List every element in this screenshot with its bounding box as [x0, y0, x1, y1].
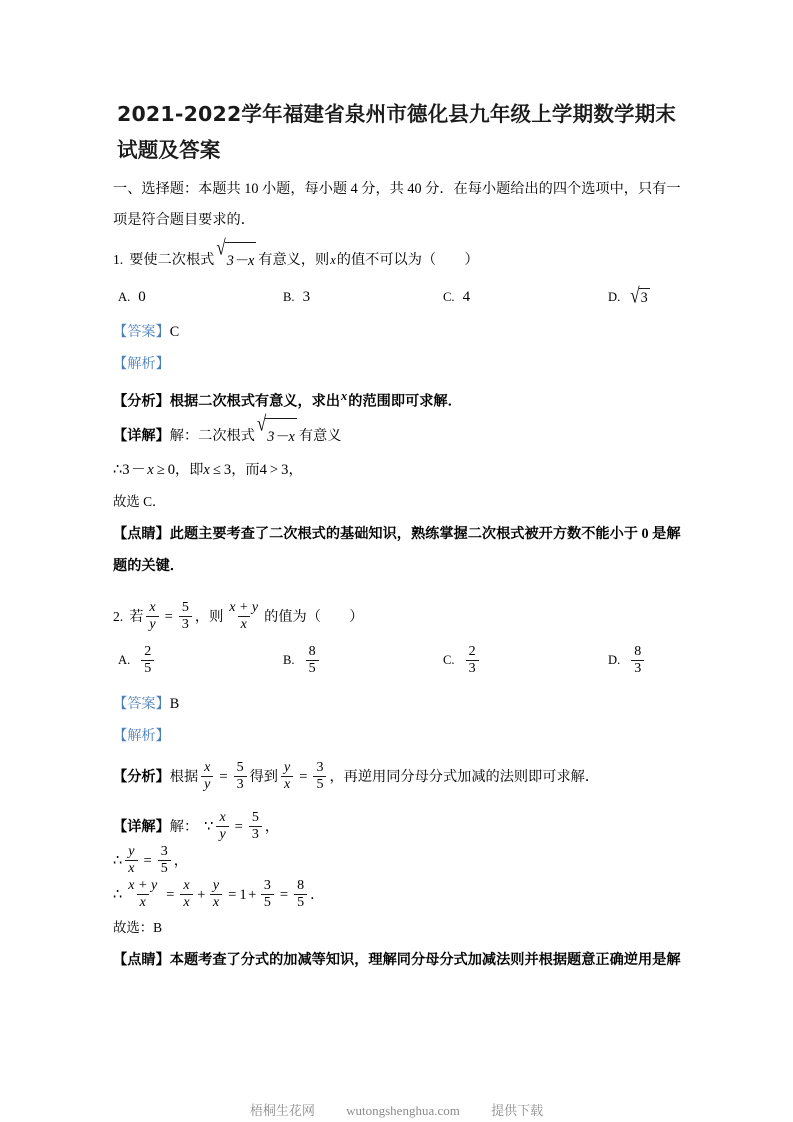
- answer-tag: 【答案】: [113, 695, 170, 712]
- fraction-denominator: x: [137, 894, 149, 911]
- step1-comma-3: ，: [288, 461, 303, 478]
- equals-sign: =: [164, 608, 173, 625]
- fraction-5-over-3: [249, 811, 262, 843]
- step1-gt: >: [269, 461, 279, 478]
- option-c-label: C.: [443, 289, 455, 304]
- footer-site-name: 梧桐生花网: [249, 1103, 315, 1118]
- fraction-denominator: y: [201, 776, 213, 793]
- question-1-answer: [113, 316, 683, 348]
- option-c[interactable]: [443, 280, 470, 314]
- fraction-y-over-x: [281, 761, 293, 793]
- fraction-numerator: 8: [297, 877, 305, 893]
- fraction-denominator: 3: [234, 776, 247, 793]
- fraction-denominator: 5: [313, 776, 326, 793]
- radical-sign: √: [630, 283, 640, 307]
- question-1-stem-tail: 的值不可以为（ ）: [336, 252, 479, 268]
- question-2-stem-lead: 若: [129, 608, 144, 625]
- fraction-x-over-y: [216, 811, 228, 843]
- fraction-denominator: 5: [141, 660, 154, 677]
- therefore-symbol: ∴: [113, 886, 123, 903]
- option-d-value: [631, 645, 644, 677]
- step1-comma-2: ，: [231, 461, 246, 478]
- fraction-numerator: 2: [468, 643, 476, 659]
- fraction-denominator: x: [281, 776, 293, 793]
- step1-zero: 0: [167, 461, 175, 478]
- equals-sign: =: [166, 886, 175, 903]
- jiexi-tag: 【解析】: [113, 727, 170, 744]
- question-2-answer: [113, 688, 683, 720]
- fraction-denominator: 3: [466, 660, 479, 677]
- footer-url[interactable]: wutongshenghua.com: [346, 1103, 460, 1118]
- fraction-8-over-5: [294, 879, 307, 911]
- option-b[interactable]: [283, 280, 310, 314]
- page-footer: [0, 1100, 793, 1119]
- equals-sign: =: [228, 886, 237, 903]
- question-1-xiangjie: [113, 411, 683, 454]
- xiangjie-after: 有意义: [298, 427, 342, 444]
- fraction-numerator: 3: [160, 843, 168, 859]
- option-d[interactable]: [608, 636, 647, 686]
- step-period: ．: [310, 886, 325, 903]
- question-2-dianjing: [113, 944, 683, 976]
- number-one: 1: [239, 886, 247, 903]
- question-1-options: [113, 280, 683, 314]
- question-2-number: 2.: [113, 608, 124, 624]
- question-1-stem: [113, 235, 683, 278]
- question-2-comma: ，: [194, 608, 210, 625]
- step1-comma-1: ，: [175, 461, 190, 478]
- answer-value: C: [169, 324, 180, 340]
- option-a[interactable]: [118, 280, 146, 314]
- fraction-y-over-x: [125, 845, 137, 877]
- xiangjie-lead: 解：二次根式: [169, 427, 255, 444]
- option-b-value: [306, 645, 319, 677]
- step1-var-x: x: [147, 461, 154, 478]
- option-d-label: D.: [608, 289, 621, 304]
- fraction-denominator: y: [216, 826, 228, 843]
- fraction-numerator: 5: [181, 599, 189, 615]
- section-intro: 一、选择题：本题共 10 小题，每小题 4 分，共 40 分．在每小题给出的四个选项中，只有一项是符合题目要求的．: [113, 181, 681, 228]
- option-a-value: [141, 645, 154, 677]
- fraction-xplusy-over-x: [226, 601, 261, 633]
- step-comma: ，: [173, 852, 188, 869]
- xiangjie-tag: 【详解】: [113, 818, 170, 835]
- option-d[interactable]: [608, 280, 652, 314]
- fenxi-tail: ，再逆用同分母分式加减的法则即可求解．: [329, 768, 600, 785]
- sqrt-expression: [216, 235, 256, 278]
- radicand-text: 3－x: [226, 253, 255, 269]
- question-2-xiangjie: [113, 810, 683, 844]
- option-a-value: 0: [138, 288, 146, 305]
- fraction-3-over-5: [313, 761, 326, 793]
- fraction-numerator: 3: [316, 759, 324, 775]
- equals-sign: =: [279, 886, 289, 903]
- therefore-symbol: ∴: [113, 852, 123, 869]
- fraction-y-over-x: [210, 879, 222, 911]
- step1-var-x2: x: [203, 461, 210, 478]
- fraction-denominator: 3: [631, 660, 644, 677]
- fraction-denominator: x: [210, 894, 222, 911]
- xiangjie-lead: 解：: [169, 818, 199, 835]
- step1-er: 而: [245, 461, 260, 478]
- fraction-denominator: 3: [249, 826, 262, 843]
- radical-sign: √: [216, 235, 226, 260]
- question-1-jiexi: [113, 348, 683, 380]
- fraction-xplusy-over-x: [125, 879, 160, 911]
- fraction-numerator: 5: [236, 759, 244, 775]
- plus-sign: +: [197, 886, 206, 903]
- because-symbol: ∵: [204, 818, 214, 835]
- fraction-numerator: 5: [251, 809, 259, 825]
- dianjing-tag: 【点睛】: [113, 525, 170, 542]
- question-1-step-1: [113, 454, 683, 486]
- question-2-stem-tail: 的值为（ ）: [264, 608, 364, 625]
- equals-sign: =: [234, 818, 243, 835]
- fraction-denominator: x: [125, 860, 137, 877]
- fraction-numerator: y: [212, 877, 220, 893]
- question-1-fenxi: [113, 380, 683, 418]
- option-b-label: B.: [283, 653, 295, 668]
- question-2-ze: 则: [209, 608, 224, 625]
- equals-sign: =: [143, 852, 152, 869]
- question-1-stem-after: 有意义，则: [258, 252, 330, 268]
- fraction-numerator: x: [204, 759, 211, 775]
- dianjing-text: 此题主要考查了二次根式的基础知识，熟练掌握二次根式被开方数不能小于 0 是解题的关键．: [113, 525, 681, 574]
- option-c-value: 4: [462, 288, 471, 305]
- option-c-label: C.: [443, 653, 455, 668]
- dianjing-tag: 【点睛】: [113, 951, 170, 968]
- fraction-denominator: 5: [294, 894, 307, 911]
- option-b[interactable]: [283, 636, 322, 686]
- fenxi-lead: 根据: [169, 768, 199, 785]
- equals-sign: =: [219, 768, 228, 785]
- fraction-numerator: x: [183, 877, 190, 893]
- fenxi-mid: 得到: [249, 768, 278, 785]
- fenxi-variable: x: [341, 389, 348, 403]
- question-2-step-1: [113, 844, 683, 878]
- question-2-fenxi: [113, 760, 683, 794]
- option-d-value: √ 3: [630, 283, 648, 307]
- fraction-denominator: 5: [261, 894, 274, 911]
- fraction-denominator: 5: [158, 860, 171, 877]
- option-a-label: A.: [118, 289, 131, 304]
- xiangjie-comma: ，: [264, 818, 280, 835]
- fenxi-text-b: 的范围即可求解．: [348, 393, 462, 410]
- fraction-5-over-3: [234, 761, 247, 793]
- fenxi-text-a: 根据二次根式有意义，求出: [169, 393, 341, 410]
- fraction-numerator: 8: [308, 643, 316, 659]
- plus-sign: +: [248, 886, 257, 903]
- fraction-numerator: x + y: [229, 599, 259, 615]
- question-2-stem: [113, 600, 683, 634]
- fenxi-tag: 【分析】: [113, 768, 170, 785]
- step1-le: ≤: [212, 461, 221, 478]
- fraction-3-over-5: [261, 879, 274, 911]
- step1-three: 3: [223, 461, 232, 478]
- option-c[interactable]: [443, 636, 482, 686]
- fraction-5-over-3: [179, 601, 192, 633]
- step1-four: 4: [259, 461, 267, 478]
- fraction-numerator: y: [284, 759, 291, 775]
- step1-minus: －: [131, 461, 146, 478]
- fraction-x-over-y: [201, 761, 213, 793]
- question-2-options: [113, 636, 683, 686]
- question-2-jiexi: [113, 720, 683, 752]
- fraction-numerator: 2: [144, 643, 152, 659]
- option-a[interactable]: [118, 636, 157, 686]
- radical-sign: √: [256, 411, 267, 436]
- radicand-text: 3－x: [267, 428, 295, 445]
- xiangjie-tag: 【详解】: [113, 427, 170, 444]
- fraction-x-over-y: [146, 601, 158, 633]
- option-b-value: 3: [302, 288, 311, 305]
- question-1-stem-before: 要使二次根式: [129, 252, 215, 268]
- question-2-conclusion: 故选：B: [113, 919, 163, 935]
- fraction-numerator: x + y: [128, 877, 158, 893]
- document-content: [113, 96, 683, 976]
- therefore-symbol: ∴: [113, 461, 123, 478]
- fraction-denominator: y: [146, 616, 158, 633]
- option-b-label: B.: [283, 289, 295, 304]
- question-1-variable: x: [330, 253, 336, 267]
- page-title: 2021-2022学年福建省泉州市德化县九年级上学期数学期末试题及答案: [117, 102, 677, 162]
- answer-tag: 【答案】: [113, 324, 170, 340]
- fraction-denominator: 5: [306, 660, 319, 677]
- sqrt-expression: [256, 411, 297, 454]
- fraction-numerator: y: [128, 843, 135, 859]
- fraction-denominator: x: [238, 616, 250, 633]
- question-2-step-2: [113, 878, 683, 912]
- fraction-denominator: x: [180, 894, 192, 911]
- fraction-x-over-x: [180, 879, 192, 911]
- option-c-value: [466, 645, 479, 677]
- step1-three-2: 3: [281, 461, 289, 478]
- fraction-numerator: x: [219, 809, 226, 825]
- fraction-numerator: 3: [263, 877, 271, 893]
- question-1-number: 1.: [113, 252, 124, 267]
- fraction-numerator: 8: [634, 643, 642, 659]
- footer-action: 提供下载: [491, 1103, 544, 1118]
- fenxi-tag: 【分析】: [113, 393, 170, 410]
- answer-value: B: [169, 695, 180, 712]
- question-1-conclusion: 故选 C．: [113, 493, 166, 509]
- option-d-label: D.: [608, 653, 621, 668]
- step1-ge: ≥: [156, 461, 165, 478]
- question-1-dianjing: [113, 518, 683, 582]
- dianjing-text: 本题考查了分式的加减等知识，理解同分母分式加减法则并根据题意正确逆用是解: [169, 951, 681, 968]
- option-a-label: A.: [118, 653, 131, 668]
- jiexi-tag: 【解析】: [113, 356, 170, 372]
- step1-ji: 即: [189, 461, 204, 478]
- fraction-numerator: x: [149, 599, 156, 615]
- fraction-3-over-5: [158, 845, 171, 877]
- fraction-denominator: 3: [179, 616, 192, 633]
- equals-sign: =: [299, 768, 308, 785]
- step1-term-3: 3: [122, 461, 130, 478]
